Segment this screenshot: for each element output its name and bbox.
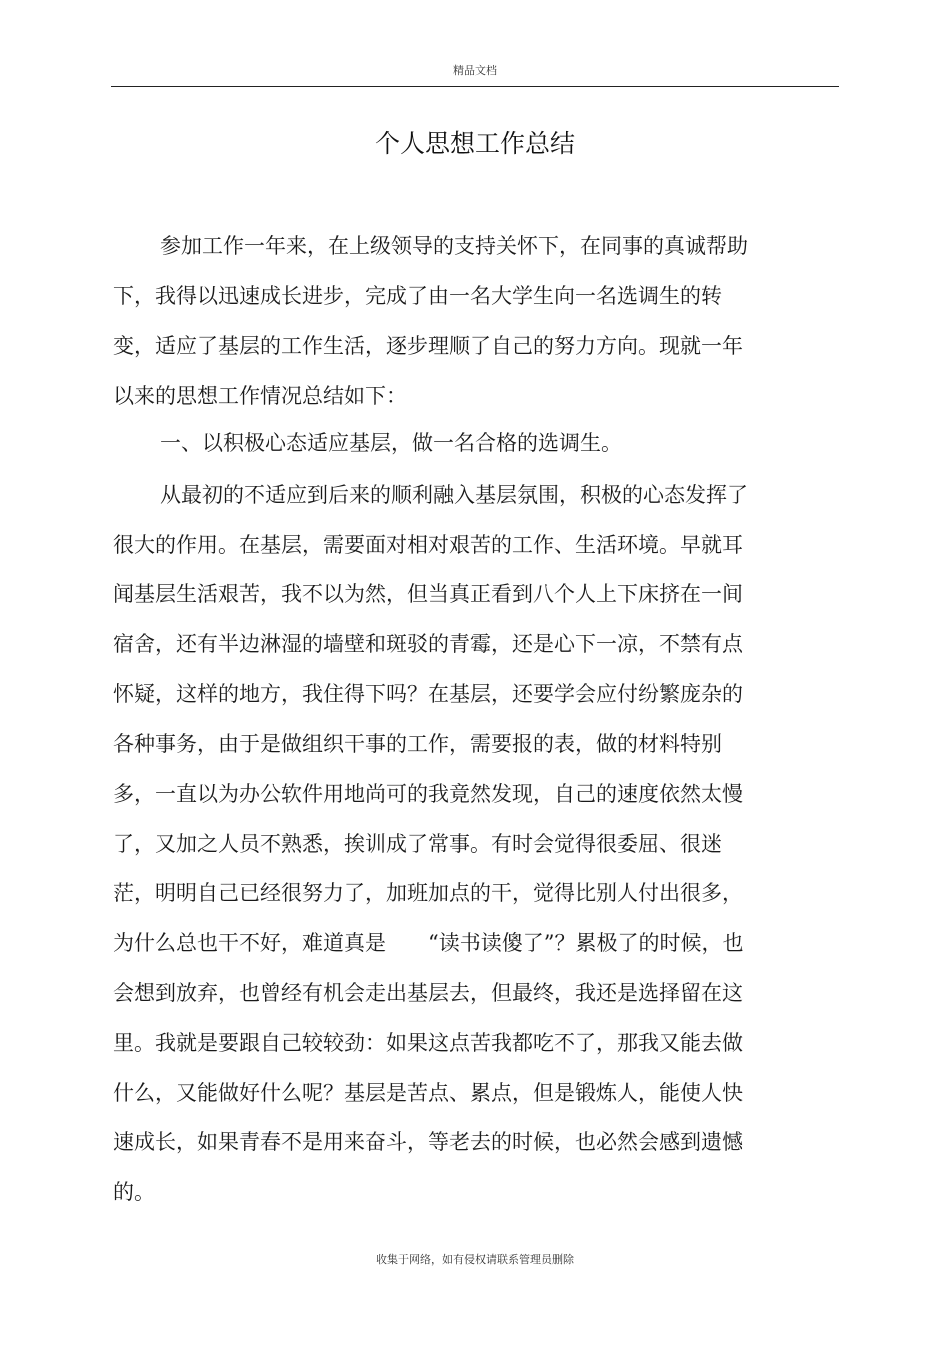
body-line: 变，适应了基层的工作生活，逐步理顺了自己的努力方向。现就一年 <box>113 334 743 358</box>
body-line: 了，又加之人员不熟悉，挨训成了常事。有时会觉得很委屈、很迷 <box>113 832 722 856</box>
body-line: 茫，明明自己已经很努力了，加班加点的干，觉得比别人付出很多， <box>113 881 743 905</box>
page-header: 精品文档 <box>453 64 497 77</box>
body-line: 会想到放弃，也曾经有机会走出基层去，但最终，我还是选择留在这 <box>113 981 743 1005</box>
body-line: 闻基层生活艰苦，我不以为然，但当真正看到八个人上下床挤在一间 <box>113 582 743 606</box>
body-line: 的。 <box>113 1180 155 1204</box>
body-line: 下，我得以迅速成长进步，完成了由一名大学生向一名选调生的转 <box>113 284 722 308</box>
body-line: 很大的作用。在基层，需要面对相对艰苦的工作、生活环境。早就耳 <box>113 533 743 557</box>
body-line: 为什么总也干不好，难道真是 “读书读傻了”？累极了的时候，也 <box>113 931 744 955</box>
body-line: 参加工作一年来，在上级领导的支持关怀下，在同事的真诚帮助 <box>160 234 748 258</box>
document-title: 个人思想工作总结 <box>374 129 575 158</box>
body-line: 怀疑，这样的地方，我住得下吗？在基层，还要学会应付纷繁庞杂的 <box>113 682 743 706</box>
body-line: 里。我就是要跟自己较较劲：如果这点苦我都吃不了，那我又能去做 <box>113 1031 743 1055</box>
body-line: 多，一直以为办公软件用地尚可的我竟然发现，自己的速度依然太慢 <box>113 782 743 806</box>
body-line: 宿舍，还有半边淋湿的墙壁和斑驳的青霉，还是心下一凉，不禁有点 <box>113 632 743 656</box>
body-line: 各种事务，由于是做组织干事的工作，需要报的表，做的材料特别 <box>113 732 722 756</box>
header-divider <box>111 86 839 87</box>
body-line: 速成长，如果青春不是用来奋斗，等老去的时候，也必然会感到遗憾 <box>113 1130 743 1154</box>
section-heading: 一、以积极心态适应基层，做一名合格的选调生。 <box>160 431 622 455</box>
body-line: 从最初的不适应到后来的顺利融入基层氛围，积极的心态发挥了 <box>160 483 748 507</box>
body-line: 什么，又能做好什么呢？基层是苦点、累点，但是锻炼人，能使人快 <box>113 1081 743 1105</box>
page-footer: 收集于网络，如有侵权请联系管理员删除 <box>376 1253 574 1266</box>
body-line: 以来的思想工作情况总结如下： <box>113 384 407 408</box>
